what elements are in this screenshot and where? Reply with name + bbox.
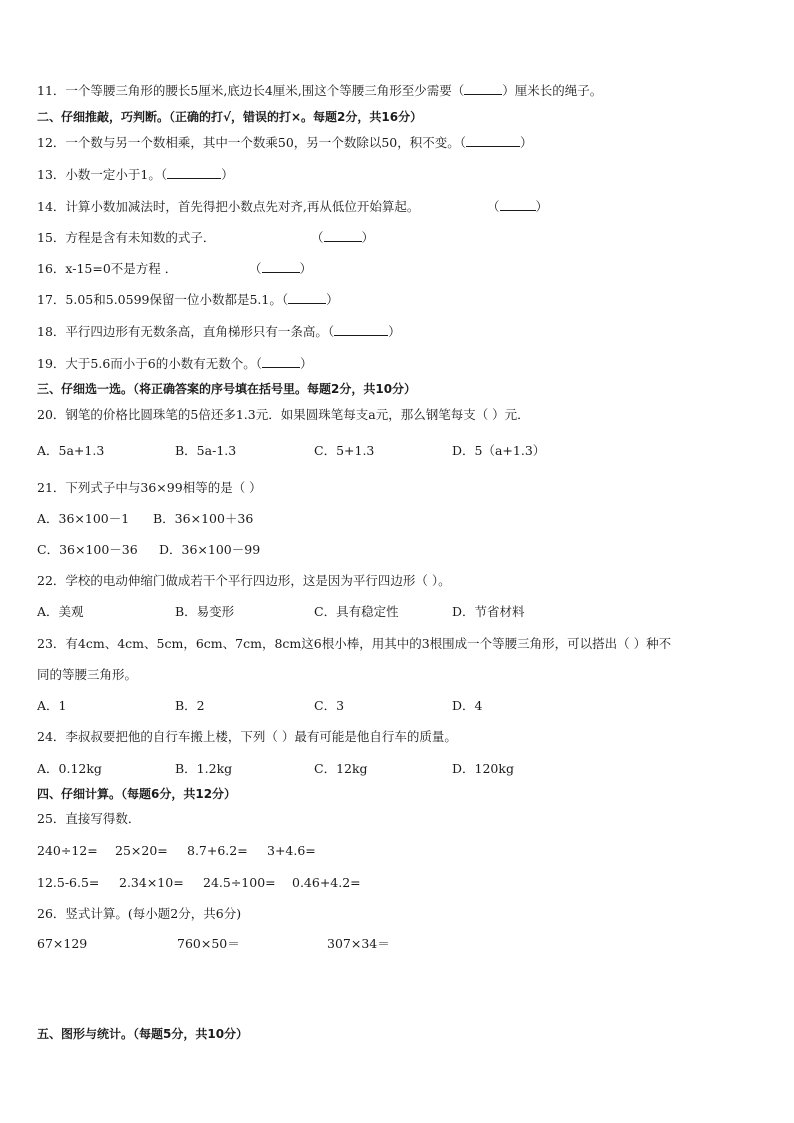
option-d[interactable]: D．5（a+1.3）	[452, 443, 546, 458]
section-3-heading: 三、仔细选一选。（将正确答案的序号填在括号里。每题2分，共10分）	[37, 382, 417, 396]
option-a[interactable]: A．美观	[37, 604, 84, 619]
section-4-heading: 四、仔细计算。（每题6分，共12分）	[37, 787, 237, 801]
question-12: 12．一个数与另一个数相乘，其中一个数乘50，另一个数除以50，积不变。（ ）	[37, 135, 533, 150]
option-c[interactable]: C．12kg	[314, 761, 368, 776]
question-25: 25．直接写得数．	[37, 811, 141, 826]
question-22: 22．学校的电动伸缩门做成若干个平行四边形，这是因为平行四边形（ ）。	[37, 573, 451, 588]
question-14: 14．计算小数加减法时，首先得把小数点先对齐,再从低位开始算起。	[37, 199, 420, 214]
option-b[interactable]: B．1.2kg	[175, 761, 233, 776]
question-16: 16．x-15=0不是方程 ．	[37, 261, 178, 276]
option-c[interactable]: C．具有稳定性	[314, 604, 399, 619]
calc-item: 8.7+6.2=	[187, 843, 248, 858]
answer-blank[interactable]	[262, 355, 300, 368]
answer-blank[interactable]	[466, 134, 520, 147]
option-c[interactable]: C．3	[314, 698, 345, 713]
question-24: 24．李叔叔要把他的自行车搬上楼，下列（ ）最有可能是他自行车的质量。	[37, 729, 457, 744]
calc-item: 12.5-6.5=	[37, 875, 100, 890]
question-23: 23．有4cm、4cm、5cm，6cm、7cm，8cm这6根小棒，用其中的3根围成一个等腰三角形，可以搭出（ ）种不	[37, 636, 672, 651]
answer-blank[interactable]	[500, 198, 536, 211]
answer-blank[interactable]	[262, 260, 300, 273]
calc-item: 240÷12=	[37, 843, 98, 858]
question-23-continued: 同的等腰三角形。	[37, 667, 138, 682]
vertical-calc-item: 307×34＝	[327, 936, 390, 951]
question-19: 19．大于5.6而小于6的小数有无数个。（ ）	[37, 356, 313, 371]
question-17: 17．5.05和5.0599保留一位小数都是5.1。（ ）	[37, 292, 339, 307]
answer-blank[interactable]	[334, 323, 388, 336]
question-18: 18．平行四边形有无数条高，直角梯形只有一条高。（ ）	[37, 324, 401, 339]
calc-item: 2.34×10=	[119, 875, 184, 890]
calc-item: 3+4.6=	[267, 843, 316, 858]
calc-item: 24.5÷100=	[203, 875, 276, 890]
question-11: 11．一个等腰三角形的腰长5厘米,底边长4厘米,围这个等腰三角形至少需要（ ）厘米长的绳子。	[37, 83, 603, 98]
option-c[interactable]: C．5+1.3	[314, 443, 375, 458]
option-a[interactable]: A．0.12kg	[37, 761, 102, 776]
answer-blank[interactable]	[288, 291, 326, 304]
option-b[interactable]: B．36×100＋36	[153, 511, 254, 526]
question-13: 13．小数一定小于1。（ ）	[37, 167, 234, 182]
question-15-answer: （ ）	[311, 230, 375, 245]
question-15: 15．方程是含有未知数的式子．	[37, 230, 216, 245]
calc-item: 25×20=	[115, 843, 168, 858]
option-b[interactable]: B．易变形	[175, 604, 235, 619]
question-14-answer: （ ）	[487, 199, 549, 214]
question-16-answer: （ ）	[249, 261, 313, 276]
vertical-calc-item: 67×129	[37, 936, 88, 951]
section-2-heading: 二、仔细推敲，巧判断。（正确的打√，错误的打×。每题2分，共16分）	[37, 110, 423, 124]
answer-blank[interactable]	[464, 82, 502, 95]
question-21: 21．下列式子中与36×99相等的是（ ）	[37, 480, 262, 495]
section-5-heading: 五、图形与统计。（每题5分，共10分）	[37, 1027, 249, 1041]
vertical-calc-item: 760×50＝	[177, 936, 240, 951]
question-26: 26．竖式计算。(每小题2分，共6分)	[37, 906, 242, 921]
option-a[interactable]: A．36×100－1	[37, 511, 130, 526]
option-b[interactable]: B．5a-1.3	[175, 443, 237, 458]
option-c[interactable]: C．36×100－36	[37, 542, 138, 557]
option-d[interactable]: D．4	[452, 698, 483, 713]
option-d[interactable]: D．120kg	[452, 761, 514, 776]
answer-blank[interactable]	[324, 229, 362, 242]
option-b[interactable]: B．2	[175, 698, 205, 713]
option-d[interactable]: D．节省材料	[452, 604, 525, 619]
answer-blank[interactable]	[167, 166, 221, 179]
option-d[interactable]: D．36×100－99	[159, 542, 261, 557]
calc-item: 0.46+4.2=	[292, 875, 361, 890]
question-20: 20．钢笔的价格比圆珠笔的5倍还多1.3元．如果圆珠笔每支a元，那么钢笔每支（ ）元．	[37, 407, 530, 422]
option-a[interactable]: A．5a+1.3	[37, 443, 105, 458]
option-a[interactable]: A．1	[37, 698, 67, 713]
